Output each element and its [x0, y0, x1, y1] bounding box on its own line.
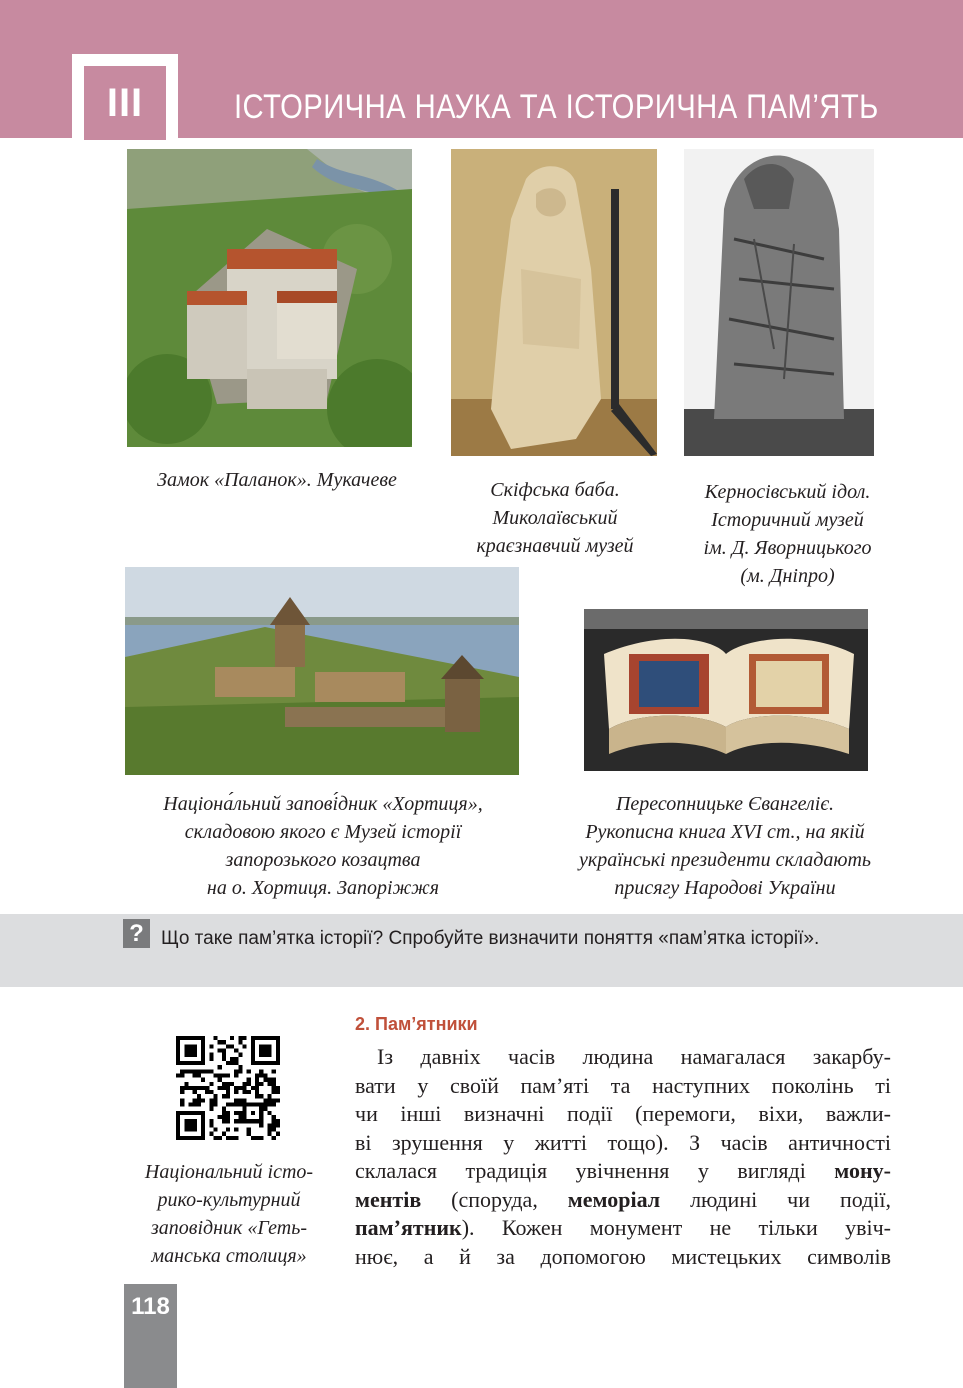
- body-line: [355, 1043, 891, 1072]
- bold-term: мону-: [834, 1158, 891, 1183]
- body-line: [355, 1186, 891, 1215]
- caption-palanok: Замок «Паланок». Мукачеве: [157, 469, 397, 491]
- photo-khortytsia: [125, 567, 519, 775]
- caption-peresopnytsia-gospel: Пересопницьке Євангеліє. Рукописна книга XVI ст., на якій українські президенти складають присягу Народові України: [579, 793, 871, 899]
- question-mark-icon: ?: [123, 919, 150, 948]
- photo-kernosivsky-idol: [684, 149, 874, 456]
- body-line: [355, 1157, 891, 1186]
- caption-kernosivsky-idol: Керносівський ідол. Історичний музей ім. Д. Яворницького (м. Дніпро): [703, 481, 872, 587]
- text-run: склалася традиція увічнення у вигляді: [355, 1158, 835, 1183]
- photo-scythian-stone: [451, 149, 657, 456]
- body-line: [355, 1214, 891, 1243]
- bold-term: меморіал: [567, 1186, 661, 1212]
- qr-code-icon[interactable]: [176, 1036, 280, 1140]
- text-run: Із давніх часів людина намагалася закарбу-: [377, 1044, 891, 1069]
- chapter-title: ІСТОРИЧНА НАУКА ТА ІСТОРИЧНА ПАМ’ЯТЬ: [234, 88, 879, 126]
- caption-scythian-stone: Скіфська баба. Миколаївський краєзнавчий музей: [476, 479, 634, 557]
- qr-caption: Національний істо- рико-культурний заповідник «Геть- манська столиця»: [144, 1161, 314, 1267]
- bold-term: ментів: [355, 1186, 422, 1212]
- section-title: 2. Пам’ятники: [355, 1014, 478, 1034]
- body-line: [355, 1129, 891, 1158]
- text-run: вати у своїй пам’яті та наступних поколінь ті: [355, 1072, 891, 1098]
- text-run: (споруда,: [421, 1186, 568, 1212]
- photo-palanok-castle: [127, 149, 412, 447]
- page-number: 118: [131, 1293, 170, 1320]
- text-run: ). Кожен монумент не тільки увіч-: [461, 1215, 891, 1240]
- chapter-numeral: III: [84, 66, 166, 140]
- caption-khortytsia: Націона́льний запові́дник «Хортиця», складовою якого є Музей історії запорозького козацтва на о. Хортиця. Запоріжжя: [163, 793, 483, 899]
- body-line: [355, 1100, 891, 1129]
- question-text: Що таке пам’ятка історії? Спробуйте визначити поняття «пам’ятка історії».: [161, 928, 820, 949]
- body-line: [355, 1072, 891, 1101]
- text-run: нює, а й за допомогою мистецьких символів: [355, 1243, 891, 1269]
- text-run: чи інші визначні події (перемоги, віхи, важли-: [355, 1101, 891, 1126]
- photo-peresopnytsia-gospel: [584, 609, 868, 771]
- bold-term: пам’ятник: [355, 1215, 462, 1240]
- body-line: [355, 1243, 891, 1272]
- text-run: ві зрушення у житті тощо). З часів античності: [355, 1129, 891, 1155]
- text-run: людині чи події,: [660, 1186, 892, 1212]
- body-text: [355, 1043, 891, 1271]
